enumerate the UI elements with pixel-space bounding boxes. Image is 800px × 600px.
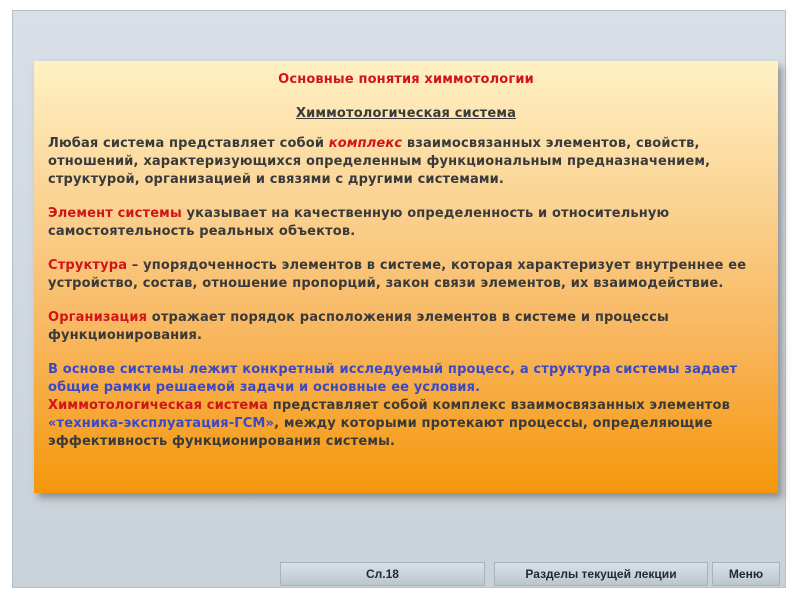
lecture-sections-button[interactable]: Разделы текущей лекции (494, 562, 708, 586)
paragraph-system-definition (48, 135, 764, 189)
paragraph-process-basis: В основе системы лежит конкретный исследуемый процесс, а структура системы задает общие рамки решаемой задачи и основные ее условия. (48, 362, 738, 395)
paragraph-organization (48, 309, 764, 345)
paragraph-himmotology-system (48, 397, 764, 451)
term-structure: Структура (48, 258, 128, 273)
slide-number-button[interactable]: Сл.18 (280, 562, 485, 586)
menu-button[interactable]: Меню (712, 562, 780, 586)
paragraph-text: взаимосвязанных элементов, свойств, отношений, характеризующихся определенным функциональным предназначением, структурой, организацией и связями с другими системами. (48, 136, 711, 187)
term-complex: комплекс (328, 136, 403, 151)
paragraph-system-element (48, 205, 764, 241)
paragraph-text: , между которыми протекают процессы, определяющие эффективность функционирования системы. (48, 416, 713, 449)
paragraph-text: – упорядоченность элементов в системе, которая характеризует внутреннее ее устройство, состав, отношение пропорций, закон связи элементов, их взаимодействие. (48, 258, 747, 291)
paragraph-structure (48, 257, 764, 293)
term-organization: Организация (48, 310, 148, 325)
term-himmotology-system: Химмотологическая система (48, 398, 269, 413)
navigation-bar (16, 562, 784, 586)
paragraph-text: представляет собой комплекс взаимосвязанных элементов (268, 398, 730, 413)
content-panel (34, 61, 778, 493)
slide-subtitle: Химмотологическая система (295, 106, 517, 121)
term-chain: «техника-эксплуатация-ГСМ» (48, 416, 275, 431)
paragraph-text: отражает порядок расположения элементов в системе и процессы функционирования. (48, 310, 669, 343)
paragraph-text: Любая система представляет собой (48, 136, 329, 151)
term-system-element: Элемент системы (48, 206, 182, 221)
slide-title: Основные понятия химмотологии (278, 72, 534, 87)
paragraph-text: указывает на качественную определенность и относительную самостоятельность реальных объектов. (48, 206, 670, 239)
